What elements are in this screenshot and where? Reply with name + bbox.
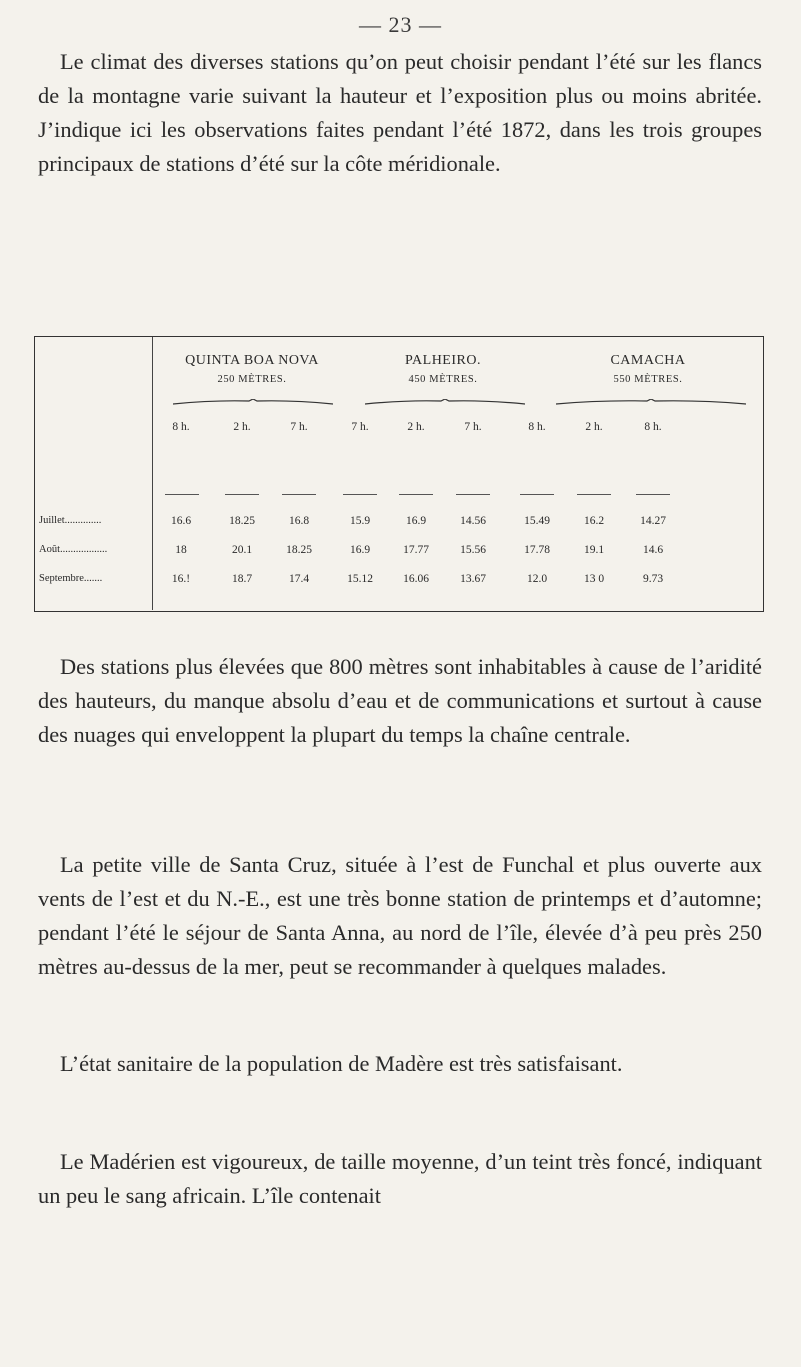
group-altitude: 250 MÈTRES. [217, 374, 287, 385]
table-cell: 17.78 [524, 544, 550, 556]
group-name: PALHEIRO. [405, 353, 481, 368]
table-cell: 16.9 [405, 515, 427, 527]
paragraph-stations: Des stations plus élevées que 800 mètres sont inhabitables à cause de l’aridité des hauteurs, du manque absolu d’eau et de communications et surtout à cause des nuages qui enveloppent la plupart du temps la chaîne centrale. [38, 654, 762, 747]
table-cell: 14.6 [642, 544, 664, 556]
table-cell: 15.12 [347, 573, 373, 585]
paragraph-intro: Le climat des diverses stations qu’on peut choisir pendant l’été sur les flancs de la montagne varie suivant la hauteur et l’exposition plus ou moins abritée. J’indique ici les observations faites pendant l’été 1872, dans les trois groupes principaux de stations d’été sur la côte méridionale. [38, 49, 762, 176]
table-cell: 16.9 [349, 544, 371, 556]
column-rule [343, 494, 377, 495]
table-cell: 16.2 [583, 515, 605, 527]
table-cell: 15.56 [460, 544, 486, 556]
column-rule [282, 494, 316, 495]
month-label-column [35, 337, 153, 610]
table-cell: 16.8 [288, 515, 310, 527]
hour-header: 2 h. [407, 421, 425, 433]
table-cell: 17.77 [403, 544, 429, 556]
hour-header: 7 h. [290, 421, 308, 433]
hour-header: 2 h. [585, 421, 603, 433]
table-cell: 15.49 [524, 515, 550, 527]
table-cell: 19.1 [583, 544, 605, 556]
group-header-camacha [534, 353, 762, 385]
brace-quinta [173, 399, 333, 405]
table-cell: 14.27 [640, 515, 666, 527]
column-rule [165, 494, 199, 495]
group-header-palheiro [352, 353, 534, 385]
group-name: CAMACHA [610, 353, 686, 368]
hour-header: 8 h. [528, 421, 546, 433]
column-rule [577, 494, 611, 495]
hour-header: 7 h. [351, 421, 369, 433]
table-cell: 13 0 [583, 573, 605, 585]
hour-header: 8 h. [644, 421, 662, 433]
table-cell: 18 [175, 544, 187, 556]
brace-camacha [556, 399, 746, 405]
table-cell: 18.25 [229, 515, 255, 527]
table-cell: 18.7 [231, 573, 253, 585]
temperature-table [34, 336, 764, 612]
page-number: — 23 — [359, 12, 442, 37]
group-altitude: 550 MÈTRES. [613, 374, 683, 385]
group-header-quinta [152, 353, 352, 385]
group-altitude: 450 MÈTRES. [408, 374, 478, 385]
table-cell: 12.0 [526, 573, 548, 585]
table-cell: 15.9 [349, 515, 371, 527]
row-label-septembre: Septembre....... [39, 573, 103, 584]
table-cell: 17.4 [288, 573, 310, 585]
column-rule [225, 494, 259, 495]
column-rule [399, 494, 433, 495]
table-cell: 16.06 [403, 573, 429, 585]
table-cell: 16.! [171, 573, 191, 585]
table-cell: 20.1 [231, 544, 253, 556]
table-cell: 9.73 [642, 573, 664, 585]
row-label-aout: Août.................. [39, 544, 108, 555]
table-cell: 18.25 [286, 544, 312, 556]
column-rule [520, 494, 554, 495]
group-name: QUINTA BOA NOVA [185, 353, 319, 368]
column-rule [636, 494, 670, 495]
paragraph-maderien: Le Madérien est vigoureux, de taille moyenne, d’un teint très foncé, indiquant un peu le sang africain. L’île contenait [38, 1149, 762, 1208]
paragraph-santa-cruz: La petite ville de Santa Cruz, située à l’est de Funchal et plus ouverte aux vents de l’est et du N.-E., est une très bonne station de printemps et d’automne; pendant l’été le séjour de Santa Anna, au nord de l’île, élevée d’à peu près 250 mètres au-dessus de la mer, peut se recommander à quelques malades. [38, 852, 762, 979]
table-cell: 16.6 [170, 515, 192, 527]
column-rule [456, 494, 490, 495]
hour-header: 8 h. [172, 421, 190, 433]
hour-header: 2 h. [233, 421, 251, 433]
hour-header: 7 h. [464, 421, 482, 433]
table-cell: 14.56 [460, 515, 486, 527]
paragraph-sanitary: L’état sanitaire de la population de Madère est très satisfaisant. [60, 1051, 623, 1076]
row-label-juillet: Juillet.............. [39, 515, 102, 526]
table-cell: 13.67 [460, 573, 486, 585]
brace-palheiro [365, 399, 525, 405]
